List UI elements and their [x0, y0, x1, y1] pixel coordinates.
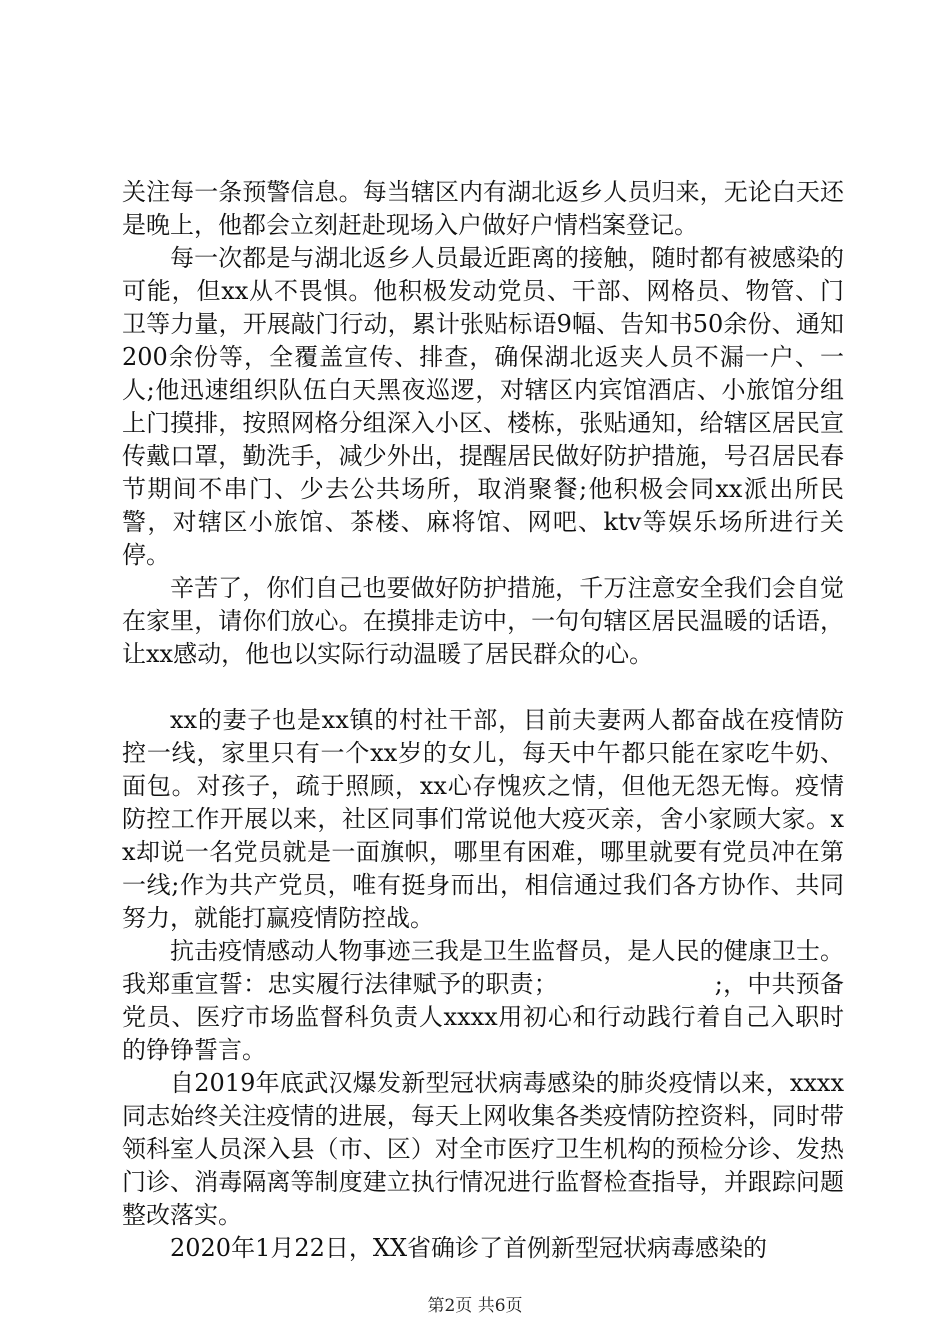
- page-footer: 第2页 共6页: [427, 1296, 523, 1316]
- document-body: [122, 176, 844, 1265]
- paragraph-2: 每一次都是与湖北返乡人员最近距离的接触，随时都有被感染的可能，但xx从不畏惧。他积极发动党员、干部、网格员、物管、门卫等力量，开展敲门行动，累计张贴标语9幅、告知书50余份、通知200余份等，全覆盖宣传、排查，确保湖北返夹人员不漏一户、一人;他迅速组织队伍白天黑夜巡逻，对辖区内宾馆酒店、小旅馆分组上门摸排，按照网格分组深入小区、楼栋，张贴通知，给辖区居民宣传戴口罩，勤洗手，减少外出，提醒居民做好防护措施，号召居民春节期间不串门、少去公共场所，取消聚餐;他积极会同xx派出所民警，对辖区小旅馆、茶楼、麻将馆、网吧、ktv等娱乐场所进行关停。: [122, 244, 844, 569]
- paragraph-4: xx的妻子也是xx镇的村社干部，目前夫妻两人都奋战在疫情防控一线，家里只有一个xx岁的女儿，每天中午都只能在家吃牛奶、面包。对孩子，疏于照顾，xx心存愧疚之情，但他无怨无悔。疫情防控工作开展以来，社区同事们常说他大疫灭亲，舍小家顾大家。xx却说一名党员就是一面旗帜，哪里有困难，哪里就要有党员冲在第一线;作为共产党员，唯有挺身而出，相信通过我们各方协作、共同努力，就能打赢疫情防控战。: [122, 706, 844, 932]
- paragraph-6: 自2019年底武汉爆发新型冠状病毒感染的肺炎疫情以来，xxxx同志始终关注疫情的进展，每天上网收集各类疫情防控资料，同时带领科室人员深入县（市、区）对全市医疗卫生机构的预检分诊、发热门诊、消毒隔离等制度建立执行情况进行监督检查指导，并跟踪问题整改落实。: [122, 1069, 844, 1229]
- paragraph-5: 抗击疫情感动人物事迹三我是卫生监督员，是人民的健康卫士。我郑重宣誓：忠实履行法律赋予的职责； ;，中共预备党员、医疗市场监督科负责人xxxx用初心和行动践行着自己入职时的铮铮誓言。: [122, 937, 844, 1064]
- paragraph-1: 关注每一条预警信息。每当辖区内有湖北返乡人员归来，无论白天还是晚上，他都会立刻赶赴现场入户做好户情档案登记。: [122, 178, 844, 239]
- paragraph-7: 2020年1月22日，XX省确诊了首例新型冠状病毒感染的: [170, 1234, 768, 1262]
- paragraph-3: 辛苦了，你们自己也要做好防护措施，千万注意安全我们会自觉在家里，请你们放心。在摸排走访中，一句句辖区居民温暖的话语，让xx感动，他也以实际行动温暖了居民群众的心。: [122, 574, 844, 668]
